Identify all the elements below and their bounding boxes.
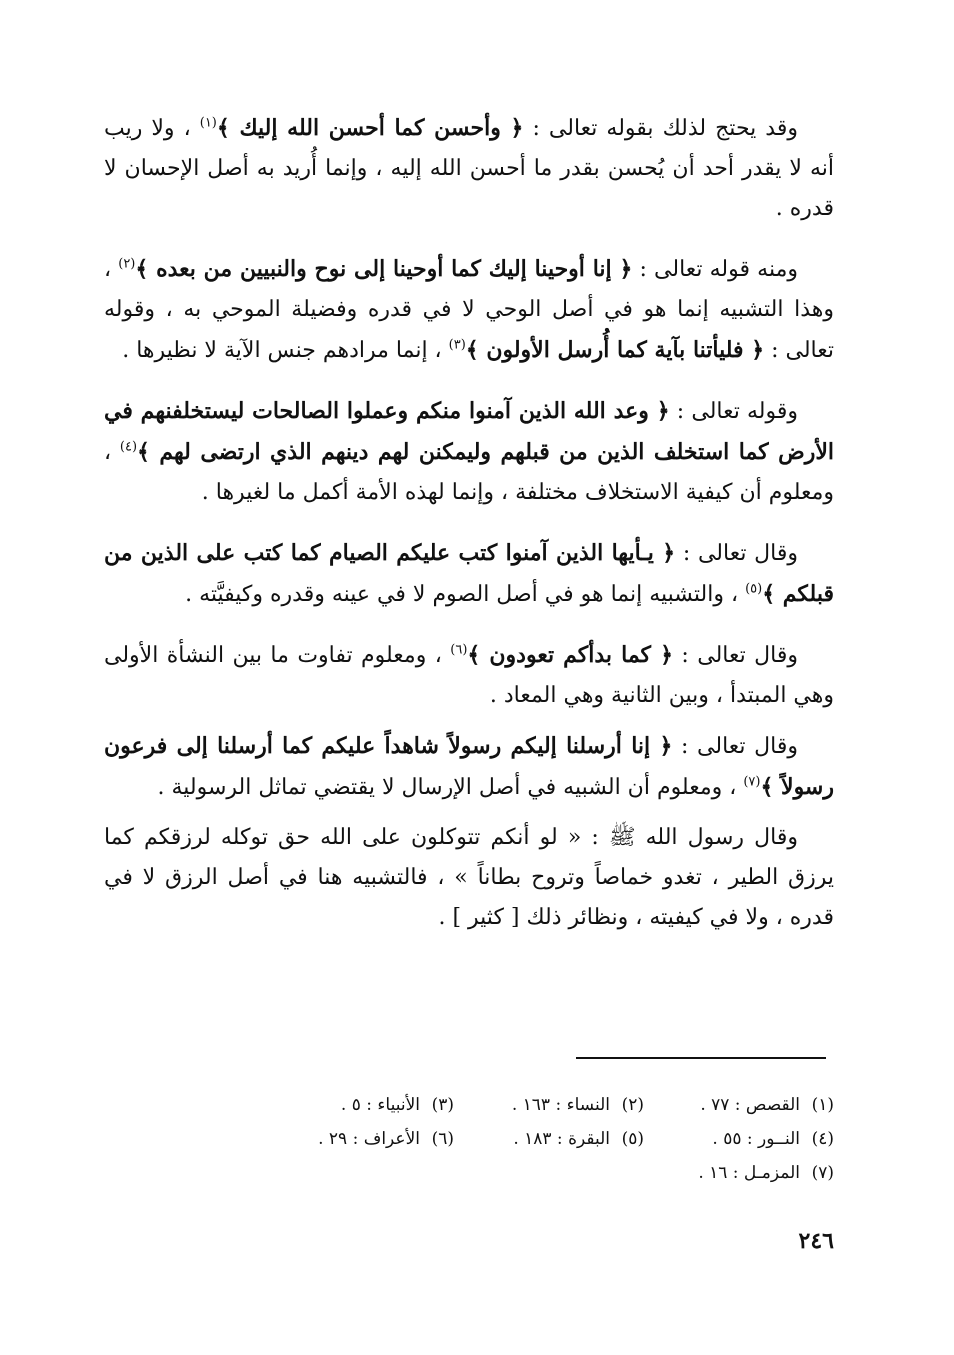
footnote-number: (٧): [811, 1163, 834, 1183]
quran-quote: ﴿ وأحسن كما أحسن الله إليك ﴾: [216, 115, 524, 141]
paragraph: [104, 249, 834, 371]
text-segment: ومنه قوله تعالى :: [632, 257, 798, 282]
text-segment: ، ولا ريب أنه لا يقدر أحد أن يُحسن بقدر ما أحسن الله إليه ، وإنما أُريد به أصل الإحسان لا قدره .: [104, 116, 834, 221]
text-segment: وقال رسول الله ﷺ : « لو أنكم تتوكلون على الله حق توكله لرزقكم كما يرزق الطير ، تغدو خماصاً وتروح بطاناً » ، فالتشبيه هنا في أصل الرزق لا في قدره ، ولا في كيفيته ، ونظائر ذلك [ كثير ] .: [104, 825, 834, 930]
footnote-text: الأنبياء : ٥ .: [340, 1095, 420, 1115]
paragraph: [104, 635, 834, 716]
footnote-text: المزمـل : ١٦ .: [698, 1163, 800, 1183]
footnote-row: [234, 1088, 834, 1122]
footnote: [644, 1163, 834, 1183]
footnote-ref: (١): [199, 115, 217, 131]
quran-quote: ﴿ فليأتنا بآية كما أُرسل الأولون ﴾: [465, 337, 765, 363]
text-segment: وقوله تعالى :: [669, 399, 798, 424]
paragraph: [104, 818, 834, 938]
text-segment: ، إنما مرادهم جنس الآية لا نظيرها .: [122, 338, 449, 363]
text-segment: وقال تعالى :: [672, 734, 798, 759]
footnote-number: (٥): [621, 1129, 644, 1149]
footnote-row: [234, 1156, 834, 1190]
footnote-ref: (٧): [743, 774, 761, 790]
footnote-number: (٣): [431, 1095, 454, 1115]
paragraph: [104, 108, 834, 229]
footnote: [264, 1129, 454, 1149]
footnote-ref: (٢): [118, 256, 136, 272]
footnote-number: (٢): [621, 1095, 644, 1115]
text-segment: ، ومعلوم أن كيفية الاستخلاف مختلفة ، وإنما لهذه الأمة أكمل ما لغيرها .: [104, 440, 834, 505]
footnote: [644, 1095, 834, 1115]
quran-quote: ﴿ إنا أرسلنا إليكم رسولاً شاهداً عليكم كما أرسلنا إلى فرعون رسولاً ﴾: [104, 733, 834, 800]
quran-quote: ﴿ كما بدأكم تعودون ﴾: [467, 642, 674, 668]
text-segment: وقال تعالى :: [675, 541, 798, 566]
quran-quote: ﴿ إنا أوحينا إليك كما أوحينا إلى نوح والنبيين من بعده ﴾: [135, 256, 633, 282]
text-segment: ، ومعلوم أن الشبيه في أصل الإرسال لا يقتضي تماثل الرسولية .: [157, 775, 744, 800]
footnote: [644, 1129, 834, 1149]
quran-quote: ﴿ وعد الله الذين آمنوا منكم وعملوا الصالحات ليستخلفنهم في الأرض كما استخلف الذين من قبلهم وليمكنن لهم دينهم الذي ارتضى لهم ﴾: [104, 398, 834, 465]
text-segment: ، ومعلوم تفاوت ما بين النشأة الأولى وهي المبتدأ ، وبين الثانية وهي المعاد .: [104, 643, 834, 708]
footnote-row: [234, 1122, 834, 1156]
footnote-separator: [576, 1057, 826, 1059]
footnote-number: (٤): [811, 1129, 834, 1149]
footnote-ref: (٦): [450, 642, 468, 658]
text-segment: وقد يحتج لذلك بقوله تعالى :: [523, 116, 798, 141]
footnote-text: البقرة : ١٨٣ .: [513, 1129, 610, 1149]
footnote-text: النــور : ٥٥ .: [712, 1129, 800, 1149]
footnote-number: (١): [811, 1095, 834, 1115]
footnote: [454, 1129, 644, 1149]
text-segment: ، والتشبيه إنما هو في أصل الصوم لا في عينه وقدره وكيفيَّته .: [185, 582, 746, 607]
footnote-text: القصص : ٧٧ .: [700, 1095, 800, 1115]
text-segment: وقال تعالى :: [673, 643, 799, 668]
footnote-ref: (٤): [119, 439, 138, 455]
paragraph: [104, 533, 834, 615]
quran-quote: ﴿ يـأيها الذين آمنوا كتب عليكم الصيام كما كتب على الذين من قبلكم ﴾: [104, 540, 834, 607]
text-segment: ، وهذا التشبيه إنما هو في أصل الوحي لا في قدره وفضيلة الموحي به ، وقوله تعالى :: [104, 257, 834, 363]
footnotes: [234, 1088, 834, 1190]
footnote-number: (٦): [431, 1129, 454, 1149]
footnote-text: النساء : ١٦٣ .: [511, 1095, 610, 1115]
footnote-text: الأعراف : ٢٩ .: [318, 1129, 420, 1149]
paragraph: [104, 726, 834, 808]
body-text: [104, 108, 834, 938]
footnote-ref: (٣): [448, 337, 466, 353]
footnote-ref: (٥): [745, 581, 763, 597]
page-number: ٢٤٦: [798, 1228, 834, 1254]
footnote: [264, 1095, 454, 1115]
paragraph: [104, 391, 834, 513]
footnote: [454, 1095, 644, 1115]
